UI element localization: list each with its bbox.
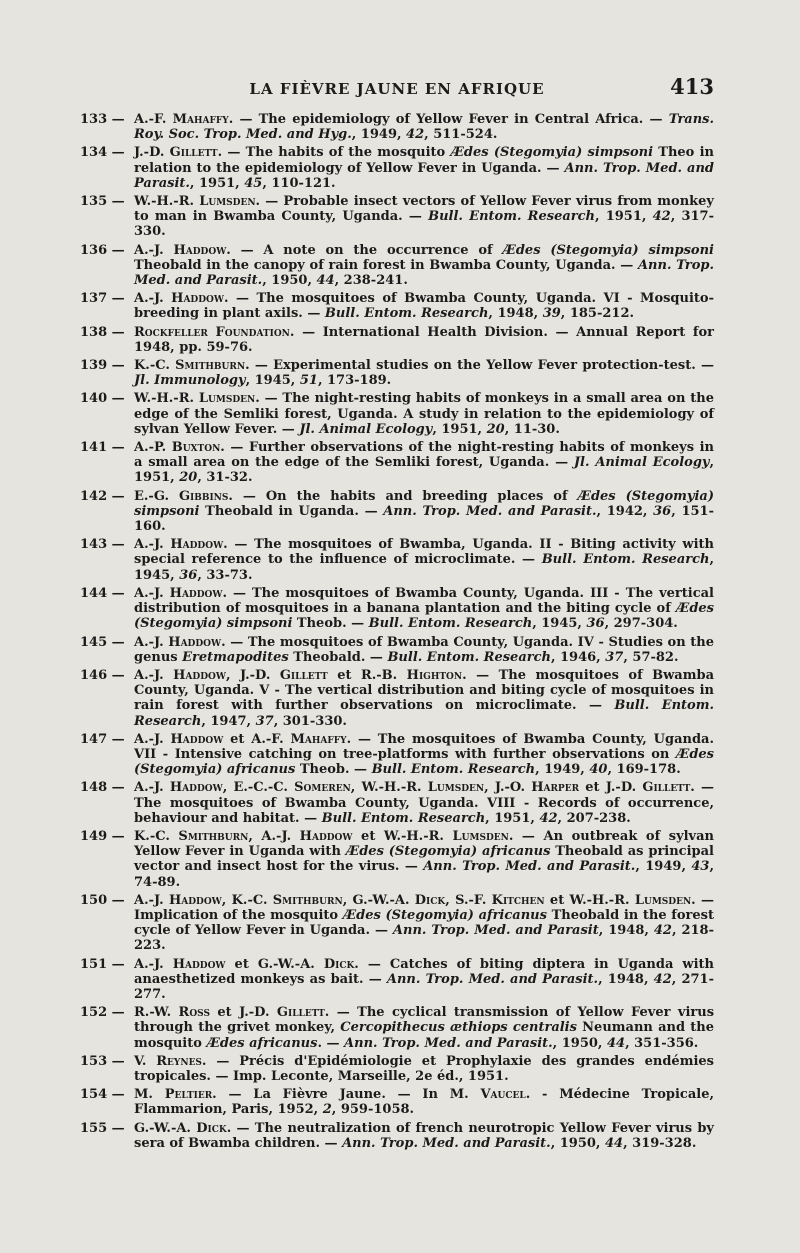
reference-entry <box>80 1005 714 1051</box>
reference-entry <box>80 391 714 437</box>
reference-text: , 33-73. <box>197 567 253 583</box>
reference-italic-text: Ann. Trop. Med. and Parasit. <box>134 160 714 191</box>
reference-italic-text: Jl. Immunology <box>134 373 246 389</box>
reference-italic-text: Ann. Trop. Med. and Parasit. <box>342 1135 551 1151</box>
reference-italic-text: Ædes africanus <box>206 1035 318 1051</box>
reference-number: 133 — <box>80 112 125 127</box>
reference-italic-text: 44 <box>606 1035 626 1051</box>
reference-text: , 110-121. <box>262 175 336 191</box>
reference-italic-text: 45 <box>244 175 263 191</box>
reference-author: A.-J. Haddow. <box>134 634 226 650</box>
reference-italic-text: 42 <box>653 923 672 939</box>
reference-text: , 207-238. <box>557 810 631 826</box>
reference-author: A.-J. Haddow <box>134 731 224 747</box>
reference-entry <box>80 489 714 535</box>
reference-number: 153 — <box>80 1053 125 1069</box>
reference-entry <box>80 1087 714 1117</box>
reference-italic-text: 36 <box>586 616 605 632</box>
reference-number: 134 — <box>80 145 125 161</box>
reference-text: Theobald in Uganda. — <box>199 503 384 519</box>
reference-author: W.-H.-R. Lumsden. <box>134 194 261 210</box>
reference-text: , 218-223. <box>134 923 714 954</box>
reference-entry <box>80 358 714 388</box>
reference-italic-text: Ann. Trop. Med. and Parasit. <box>344 1035 553 1051</box>
reference-text: Theob. — <box>292 616 369 632</box>
reference-text: — Experimental studies on the Yellow Fever protection-test. — <box>249 358 714 374</box>
reference-text: , 1945, <box>532 616 587 632</box>
reference-text: , 1951, <box>189 175 245 191</box>
reference-author: A.-F. Mahaffy. <box>251 731 352 747</box>
reference-italic-text: Ann. Trop. Med. and Parasit. <box>423 859 636 875</box>
reference-text: , 1950, <box>262 273 317 289</box>
reference-number: 148 — <box>80 780 125 796</box>
reference-text: , 1949, <box>351 127 407 143</box>
reference-italic-text: Ann. Trop. Med. and Parasit <box>392 923 599 939</box>
reference-text: Theobald as principal vector and insect host for the virus. — <box>134 844 714 875</box>
reference-text: , 1950, <box>552 1035 607 1051</box>
reference-italic-text: 42 <box>539 810 558 826</box>
reference-entry <box>80 1121 714 1151</box>
reference-author: J.-D. Gillett. <box>134 145 223 161</box>
reference-italic-text: Bull. Entom. Research <box>368 616 533 632</box>
reference-text: — The mosquitoes of Bwamba County, Uganda. VI - Mosquito-breeding in plant axils. — <box>134 291 714 322</box>
reference-number: 139 — <box>80 358 125 374</box>
reference-italic-text: 42 <box>653 971 672 987</box>
reference-italic-text: Jl. Animal Ecology <box>573 455 710 471</box>
reference-italic-text: 39 <box>542 306 561 322</box>
reference-text: . — <box>317 1035 345 1051</box>
reference-text: Theobald in the canopy of rain forest in Bwamba County, Uganda. — <box>134 257 638 273</box>
reference-text: , 1951, <box>432 421 487 437</box>
reference-author: G.-W.-A. Dick. <box>257 956 359 972</box>
reference-text: , 151-160. <box>134 503 714 535</box>
reference-text: , 1949, <box>635 859 692 875</box>
reference-text: , 271-277. <box>134 971 714 1002</box>
reference-entry <box>80 243 714 289</box>
reference-author: V. Reynes. <box>134 1053 207 1069</box>
reference-text: , 1949, <box>535 762 590 778</box>
reference-entry <box>80 586 714 632</box>
reference-italic-text: 20 <box>179 470 198 486</box>
reference-number: 143 — <box>80 537 125 553</box>
reference-text: , 31-32. <box>197 470 253 486</box>
reference-italic-text: Ædes (Stegomyia) africanus <box>345 844 551 860</box>
reference-author: K.-C. Smithburn. <box>134 358 250 374</box>
reference-text: , 1945, <box>134 552 714 583</box>
reference-text: Theob. — <box>295 762 372 778</box>
reference-number: 136 — <box>80 242 125 258</box>
reference-entry <box>80 829 714 890</box>
reference-author: A.-J. Haddow. <box>134 242 231 258</box>
reference-text: — The mosquitoes of Bwamba, Uganda. II - Biting activity with special reference to the influence of microclimate. — <box>134 537 714 568</box>
reference-entry <box>80 1054 714 1084</box>
reference-text: Theobald. — <box>288 649 388 665</box>
reference-text: , 185-212. <box>560 306 635 322</box>
page-header <box>80 74 714 104</box>
reference-text: , 351-356. <box>625 1035 699 1051</box>
reference-author: A.-J. Haddow. <box>134 585 228 601</box>
reference-author: G.-W.-A. Dick. <box>134 1120 232 1136</box>
reference-entry <box>80 635 714 665</box>
reference-number: 146 — <box>80 667 125 683</box>
reference-text: et <box>209 1005 240 1021</box>
reference-text: , 1951, <box>485 810 540 826</box>
reference-italic-text: Jl. Animal Ecology <box>299 421 433 437</box>
reference-number: 147 — <box>80 731 125 747</box>
reference-text: , 1950, <box>550 1135 605 1151</box>
reference-text: — The cyclical transmission of Yellow Fever virus through the grivet monkey, <box>134 1005 715 1036</box>
reference-italic-text: 44 <box>605 1135 624 1151</box>
reference-text: , 301-330. <box>273 713 347 729</box>
reference-author: W.-H.-R. Lumsden. <box>569 892 696 908</box>
reference-text: et <box>544 892 570 908</box>
reference-text: — La Fièvre Jaune. — In M. <box>216 1087 481 1103</box>
reference-italic-text: Ann. Trop. Med. and Parasit. <box>134 257 715 289</box>
reference-italic-text: 42 <box>406 127 425 143</box>
reference-text: , 1946, <box>550 649 606 665</box>
reference-italic-text: 42 <box>652 209 671 225</box>
reference-text: — The mosquitoes of Bwamba County, Uganda. III - The vertical distribution of mosquitoes in a banana plantation and the biting cycle of <box>134 585 714 617</box>
reference-italic-text: Bull. Entom. Research <box>371 762 536 778</box>
reference-author: A.-J. Haddow, E.-C.-C. Someren, W.-H.-R. Lumsden, J.-O. Harper <box>134 780 580 796</box>
reference-text: — An outbreak of sylvan Yellow Fever in Uganda with <box>134 828 714 860</box>
reference-text: Theo in relation to the epidemiology of Yellow Fever in Uganda. — <box>134 145 715 176</box>
reference-text: — The mosquitoes of Bwamba County, Uganda. VII - Intensive catching on tree-platforms with further observations on <box>134 731 714 762</box>
reference-author: W.-H.-R. Lumsden. <box>383 828 514 844</box>
reference-entry <box>80 291 714 321</box>
reference-author: A.-J. Haddow <box>134 956 226 972</box>
reference-text: — Probable insect vectors of Yellow Fever virus from monkey to man in Bwamba County, Uganda. — <box>134 194 714 225</box>
reference-text: — Implication of the mosquito <box>134 892 714 923</box>
reference-italic-text: Bull. Entom. Research <box>324 306 489 322</box>
reference-text: , 959-1058. <box>331 1102 415 1118</box>
reference-italic-text: 43 <box>691 859 710 875</box>
reference-text: , 297-304. <box>604 616 678 632</box>
reference-entry <box>80 537 714 583</box>
reference-text: , 11-30. <box>504 421 560 437</box>
reference-number: 145 — <box>80 634 125 650</box>
reference-text: Theobald in the forest cycle of Yellow Fever in Uganda. — <box>134 907 714 939</box>
reference-number: 151 — <box>80 956 125 972</box>
reference-number: 140 — <box>80 391 125 407</box>
reference-italic-text: 44 <box>316 273 335 289</box>
reference-text: et <box>223 731 252 747</box>
reference-italic-text: Ædes (Stegomyia) simpsoni <box>502 242 714 258</box>
reference-author: Rockfeller Foundation. <box>134 324 295 340</box>
reference-entry <box>80 440 714 486</box>
reference-text: , 1948, <box>598 971 654 987</box>
reference-text: et <box>579 780 606 796</box>
reference-entry <box>80 957 714 1003</box>
reference-italic-text: Bull. Entom. Research <box>134 698 715 729</box>
reference-author: J.-D. Gillett. <box>239 1005 330 1021</box>
reference-author: A.-P. Buxton. <box>134 440 225 456</box>
reference-italic-text: Bull. Entom. Research <box>428 209 595 225</box>
reference-italic-text: Ann. Trop. Med. and Parasit. <box>383 503 597 519</box>
reference-number: 152 — <box>80 1005 125 1021</box>
reference-text: , 1942, <box>596 503 654 519</box>
reference-number: 137 — <box>80 291 125 307</box>
reference-italic-text: 36 <box>653 503 672 519</box>
reference-author: A.-J. Haddow. <box>134 537 228 553</box>
reference-italic-text: Ædes (Stegomyia) simpsoni <box>450 145 654 161</box>
reference-text: , 1951, <box>594 209 653 225</box>
reference-italic-text: Bull. Entom. Research <box>541 552 710 568</box>
reference-italic-text: Bull. Entom. Research <box>387 649 551 665</box>
reference-text: — The mosquitoes of Bwamba County, Uganda. VIII - Records of occurrence, behaviour and habitat. — <box>134 780 715 826</box>
reference-text: et <box>327 667 361 683</box>
reference-text: — A note on the occurrence of <box>230 242 503 258</box>
reference-text: , 169-178. <box>607 762 681 778</box>
reference-number: 138 — <box>80 324 125 340</box>
reference-text: , 1948, <box>488 306 543 322</box>
reference-text: , 319-328. <box>623 1135 697 1151</box>
reference-italic-text: 36 <box>179 567 198 583</box>
reference-entry <box>80 145 714 191</box>
reference-text: — The neutralization of french neurotropic Yellow Fever virus by sera of Bwamba children. — <box>134 1120 714 1151</box>
reference-text: — The mosquitoes of Bwamba County, Uganda. IV - Studies on the genus <box>134 634 714 665</box>
reference-entry <box>80 893 714 954</box>
reference-text: — The epidemiology of Yellow Fever in Central Africa. — <box>233 112 669 127</box>
reference-text: — The night-resting habits of monkeys in a small area on the edge of the Semliki forest, Uganda. A study in relation to the epidemiology of sylvan Yellow Fever. — <box>134 391 714 437</box>
reference-italic-text: Ædes (Stegomyia) simpsoni <box>134 488 714 519</box>
reference-text: , 173-189. <box>317 373 392 389</box>
reference-author: W.-H.-R. Lumsden. <box>134 391 260 407</box>
reference-list <box>80 112 714 1154</box>
reference-number: 141 — <box>80 440 125 456</box>
reference-text: , 1945, <box>245 373 300 389</box>
reference-text: , 511-524. <box>424 127 498 143</box>
reference-text: , 1948, <box>598 923 654 939</box>
reference-italic-text: Ann. Trop. Med. and Parasit. <box>386 971 599 987</box>
running-title: LA FIÈVRE JAUNE EN AFRIQUE <box>249 80 545 98</box>
reference-author: Vaucel. <box>480 1087 531 1103</box>
reference-text: et <box>225 956 258 972</box>
reference-italic-text: 51 <box>299 373 318 389</box>
reference-text: , 57-82. <box>623 649 679 665</box>
reference-italic-text: Ædes (Stegomyia) africanus <box>342 907 547 923</box>
reference-text: Neumann and the mosquito <box>134 1020 714 1051</box>
page-number: 413 <box>670 74 714 99</box>
reference-author: A.-J. Haddow. <box>134 291 229 307</box>
reference-italic-text: Trans. Roy. Soc. Trop. Med. and Hyg. <box>134 112 715 143</box>
reference-author: M. Peltier. <box>134 1087 217 1103</box>
reference-number: 149 — <box>80 828 125 844</box>
reference-text: — International Health Division. — Annual Report for 1948, pp. 59-76. <box>134 324 714 355</box>
reference-text: — Further observations of the night-resting habits of monkeys in a small area on the edge of the Semliki forest, Uganda. — <box>134 440 714 471</box>
reference-text: , 317-330. <box>134 209 714 240</box>
reference-number: 150 — <box>80 892 125 908</box>
reference-text: — Précis d'Epidémiologie et Prophylaxie des grandes endémies tropicales. — Imp. Leconte, Marseille, 2e éd., 1951. <box>134 1053 714 1084</box>
reference-entry <box>80 780 714 826</box>
reference-number: 144 — <box>80 585 125 601</box>
reference-author: K.-C. Smithburn, A.-J. Haddow <box>134 828 353 844</box>
reference-author: J.-D. Gillett. <box>605 780 695 796</box>
reference-italic-text: Ædes (Stegomyia) africanus <box>134 746 714 778</box>
reference-text: , 238-241. <box>334 273 408 289</box>
reference-text: , 1951, <box>134 455 715 486</box>
reference-italic-text: 40 <box>589 762 608 778</box>
reference-text: — Catches of biting diptera in Uganda with anaesthetized monkeys as bait. — <box>134 956 714 987</box>
reference-text: et <box>352 828 384 844</box>
reference-author: R.-B. Highton. <box>360 667 467 683</box>
reference-entry <box>80 732 714 778</box>
reference-number: 135 — <box>80 194 125 210</box>
reference-italic-text: 20 <box>486 421 505 437</box>
reference-number: 154 — <box>80 1087 125 1103</box>
reference-entry <box>80 668 714 729</box>
reference-author: R.-W. Ross <box>134 1005 210 1021</box>
reference-author: E.-G. Gibbins. <box>134 488 233 504</box>
reference-number: 155 — <box>80 1120 125 1136</box>
reference-italic-text: 2 <box>322 1102 332 1118</box>
reference-text: , 74-89. <box>134 859 714 890</box>
reference-entry <box>80 194 714 240</box>
reference-text: — The habits of the mosquito <box>222 145 451 161</box>
reference-text: - Médecine Tropicale, Flammarion, Paris, 1952, <box>134 1087 714 1118</box>
reference-italic-text: Ædes (Stegomyia) simpsoni <box>134 601 714 632</box>
reference-italic-text: Eretmapodites <box>182 649 289 665</box>
reference-italic-text: Bull. Entom. Research <box>321 810 486 826</box>
reference-text: — The mosquitoes of Bwamba County, Uganda. V - The vertical distribution and biting cycle of mosquitoes in rain forest with further observations on microclimate. — <box>134 667 714 714</box>
reference-italic-text: 37 <box>255 713 274 729</box>
reference-italic-text: 37 <box>605 649 624 665</box>
reference-author: A.-F. Mahaffy. <box>134 112 234 127</box>
reference-number: 142 — <box>80 488 125 504</box>
reference-text: , 1947, <box>201 713 256 729</box>
reference-entry <box>80 112 714 142</box>
reference-author: A.-J. Haddow, J.-D. Gillett <box>134 667 328 683</box>
reference-entry <box>80 325 714 355</box>
reference-text: — On the habits and breeding places of <box>232 488 578 504</box>
reference-author: A.-J. Haddow, K.-C. Smithburn, G.-W.-A. Dick, S.-F. Kitchen <box>134 892 545 908</box>
reference-italic-text: Cercopithecus æthiops centralis <box>340 1020 577 1036</box>
